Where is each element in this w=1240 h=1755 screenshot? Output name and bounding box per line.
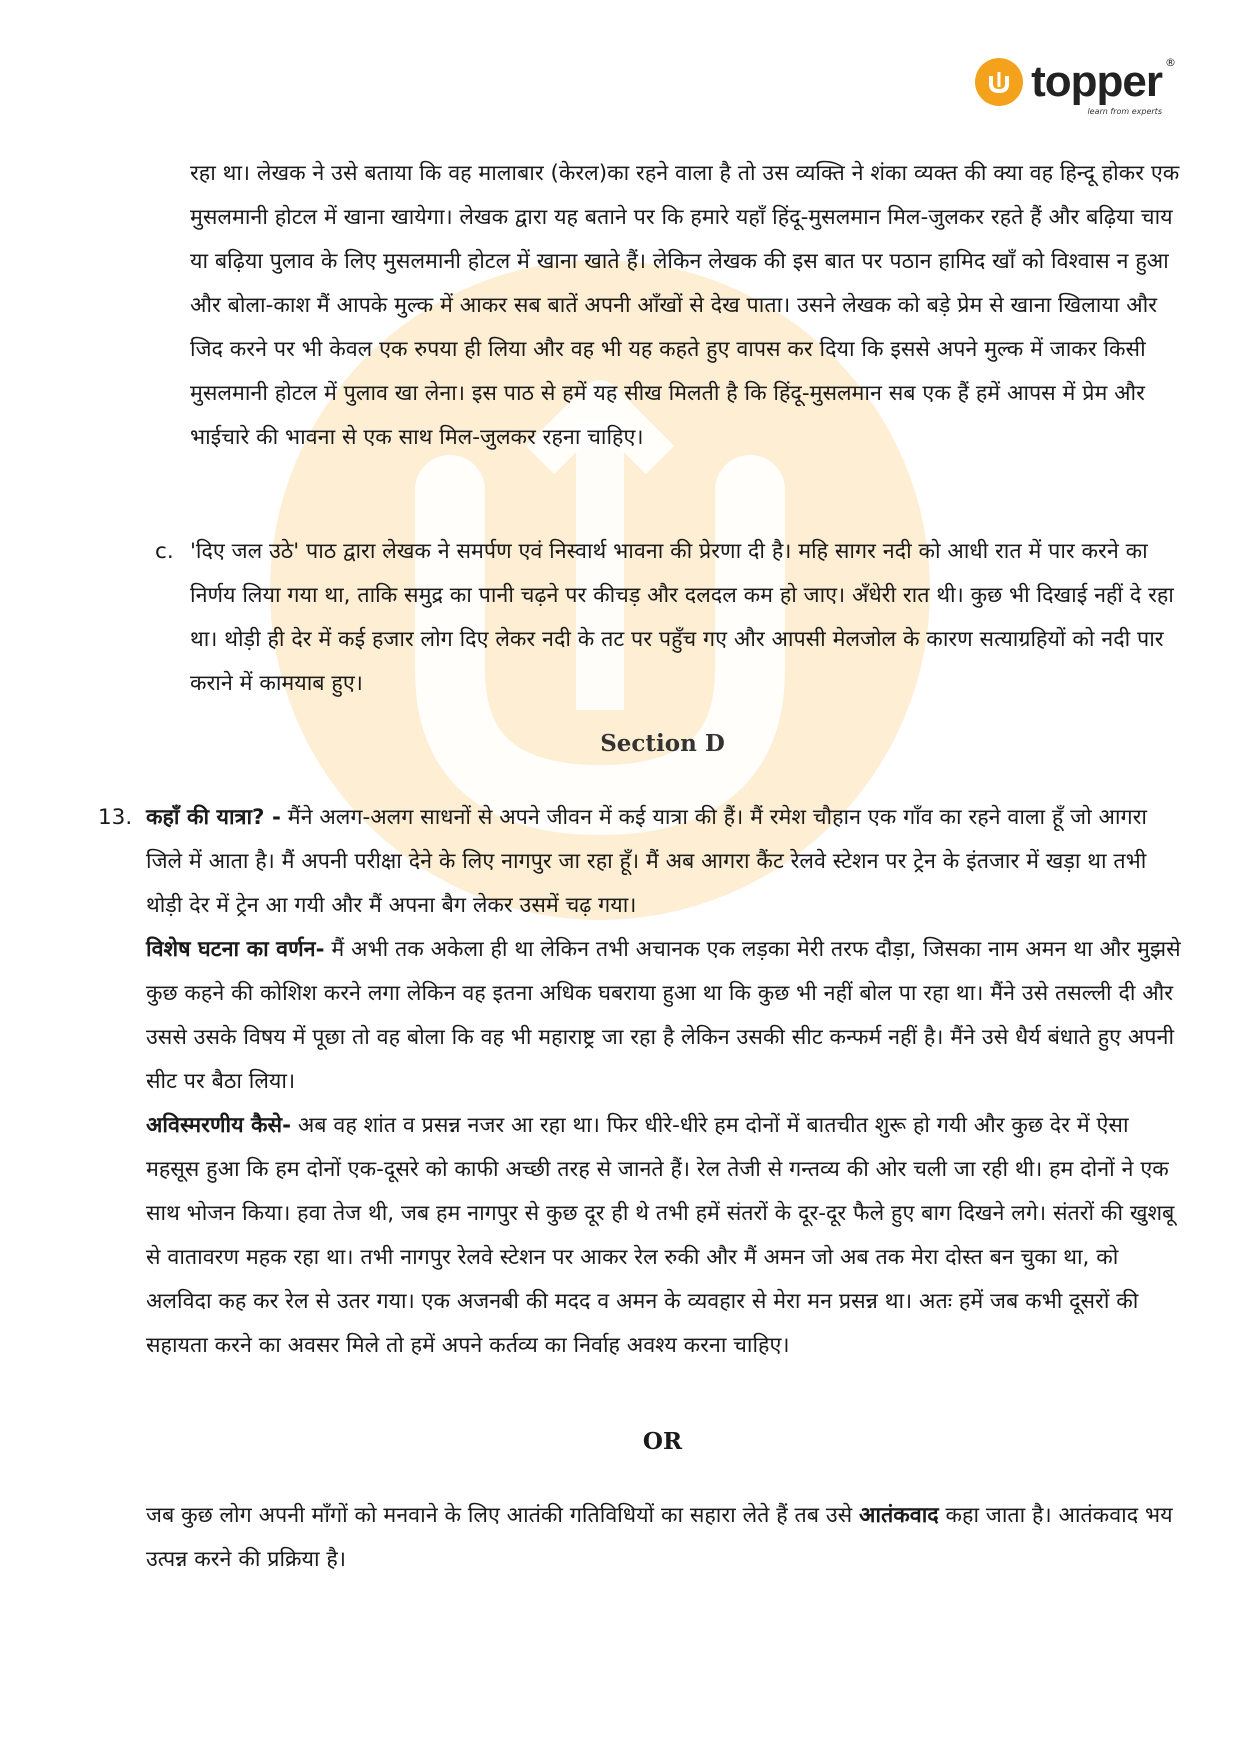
question-13-answer: [146, 796, 1181, 1368]
travel-heading: कहाँ की यात्रा? -: [146, 805, 281, 830]
section-heading: Section D: [600, 730, 725, 757]
or-divider-heading: OR: [642, 1428, 683, 1455]
logo-u-icon: [975, 58, 1023, 106]
or-answer-paragraph: [146, 1494, 1181, 1582]
memorable-text: अब वह शांत व प्रसन्न नजर आ रहा था। फिर धीरे-धीरे हम दोनों में बातचीत शुरू हो गयी और कुछ देर में ऐसा महसूस हुआ कि हम दोनों एक-दूसरे को काफी अच्छी तरह से जानते हैं। रेल तेजी से गन्तव्य की ओर चली जा रही थी। हम दोनों ने एक साथ भोजन किया। हवा तेज थी, जब हम नागपुर से कुछ दूर ही थे तभी हमें संतरों के दूर-दूर फैले हुए बाग दिखने लगे। संतरों की खुशबू से वातावरण महक रहा था। तभी नागपुर रेलवे स्टेशन पर आकर रेल रुकी और मैं अमन जो अब तक मेरा दोस्त बन चुका था, को अलविदा कह कर रेल से उतर गया। एक अजनबी की मदद व अमन के व्यवहार से मेरा मन प्रसन्न था। अतः हमें जब कभी दूसरों की सहायता करने का अवसर मिले तो हमें अपने कर्तव्य का निर्वाह अवश्य करना चाहिए।: [146, 1113, 1175, 1358]
event-heading: विशेष घटना का वर्णन-: [146, 937, 325, 962]
registered-mark: ®: [1165, 56, 1176, 69]
or-text-after: कहा जाता है। आतंकवाद भय उत्पन्न करने की प्रक्रिया है।: [146, 1503, 1173, 1572]
logo-wordmark: topper: [1031, 57, 1162, 106]
travel-intro-text: मैंने अलग-अलग साधनों से अपने जीवन में कई यात्रा की हैं। मैं रमेश चौहान एक गाँव का रहने वाला हूँ जो आगरा जिले में आता है। मैं अपनी परीक्षा देने के लिए नागपुर जा रहा हूँ। मैं अब आगरा कैंट रेलवे स्टेशन पर ट्रेन के इंतजार में खड़ा था तभी थोड़ी देर में ट्रेन आ गयी और मैं अपना बैग लेकर उसमें चढ़ गया।: [146, 805, 1147, 918]
answer-c-paragraph: 'दिए जल उठे' पाठ द्वारा लेखक ने समर्पण एवं निस्वार्थ भावना की प्रेरणा दी है। महि सागर नदी को आधी रात में पार करने का निर्णय लिया गया था, ताकि समुद्र का पानी चढ़ने पर कीचड़ और दलदल कम हो जाए। अँधेरी रात थी। कुछ भी दिखाई नहीं दे रहा था। थोड़ी ही देर में कई हजार लोग दिए लेकर नदी के तट पर पहुँच गए और आपसी मेलजोल के कारण सत्याग्रहियों को नदी पार कराने में कामयाब हुए।: [190, 539, 1174, 696]
logo-tagline: learn from experts: [1087, 107, 1162, 116]
memorable-heading: अविस्मरणीय कैसे-: [146, 1113, 292, 1138]
question-number: 13.: [98, 805, 133, 830]
topper-logo: [975, 56, 1176, 116]
event-text: मैं अभी तक अकेला ही था लेकिन तभी अचानक एक लड़का मेरी तरफ दौड़ा, जिसका नाम अमन था और मुझसे कुछ कहने की कोशिश करने लगा लेकिन वह इतना अधिक घबराया हुआ था कि कुछ भी नहीं बोल पा रहा था। मैंने उसे तसल्ली दी और उससे उसके विषय में पूछा तो वह बोला कि वह भी महाराष्ट्र जा रहा है लेकिन उसकी सीट कन्फर्म नहीं है। मैंने उसे धैर्य बंधाते हुए अपनी सीट पर बैठा लिया।: [146, 937, 1181, 1094]
answer-b-paragraph: रहा था। लेखक ने उसे बताया कि वह मालाबार (केरल)का रहने वाला है तो उस व्यक्ति ने शंका व्यक्त की क्या वह हिन्दू होकर एक मुसलमानी होटल में खाना खायेगा। लेखक द्वारा यह बताने पर कि हमारे यहाँ हिंदू-मुसलमान मिल-जुलकर रहते हैं और बढ़िया चाय या बढ़िया पुलाव के लिए मुसलमानी होटल में खाना खाते हैं। लेकिन लेखक की इस बात पर पठान हामिद खाँ को विश्वास न हुआ और बोला-काश मैं आपके मुल्क में आकर सब बातें अपनी आँखों से देख पाता। उसने लेखक को बड़े प्रेम से खाना खिलाया और जिद करने पर भी केवल एक रुपया ही लिया और वह भी यह कहते हुए वापस कर दिया कि इससे अपने मुल्क में जाकर किसी मुसलमानी होटल में पुलाव खा लेना। इस पाठ से हमें यह सीख मिलती है कि हिंदू-मुसलमान सब एक हैं हमें आपस में प्रेम और भाईचारे की भावना से एक साथ मिल-जुलकर रहना चाहिए।: [190, 161, 1180, 450]
or-text-before: जब कुछ लोग अपनी माँगों को मनवाने के लिए आतंकी गतिविधियों का सहारा लेते हैं तब उसे: [146, 1503, 860, 1528]
terrorism-term: आतंकवाद: [859, 1503, 939, 1528]
answer-c-label: c.: [155, 539, 174, 564]
